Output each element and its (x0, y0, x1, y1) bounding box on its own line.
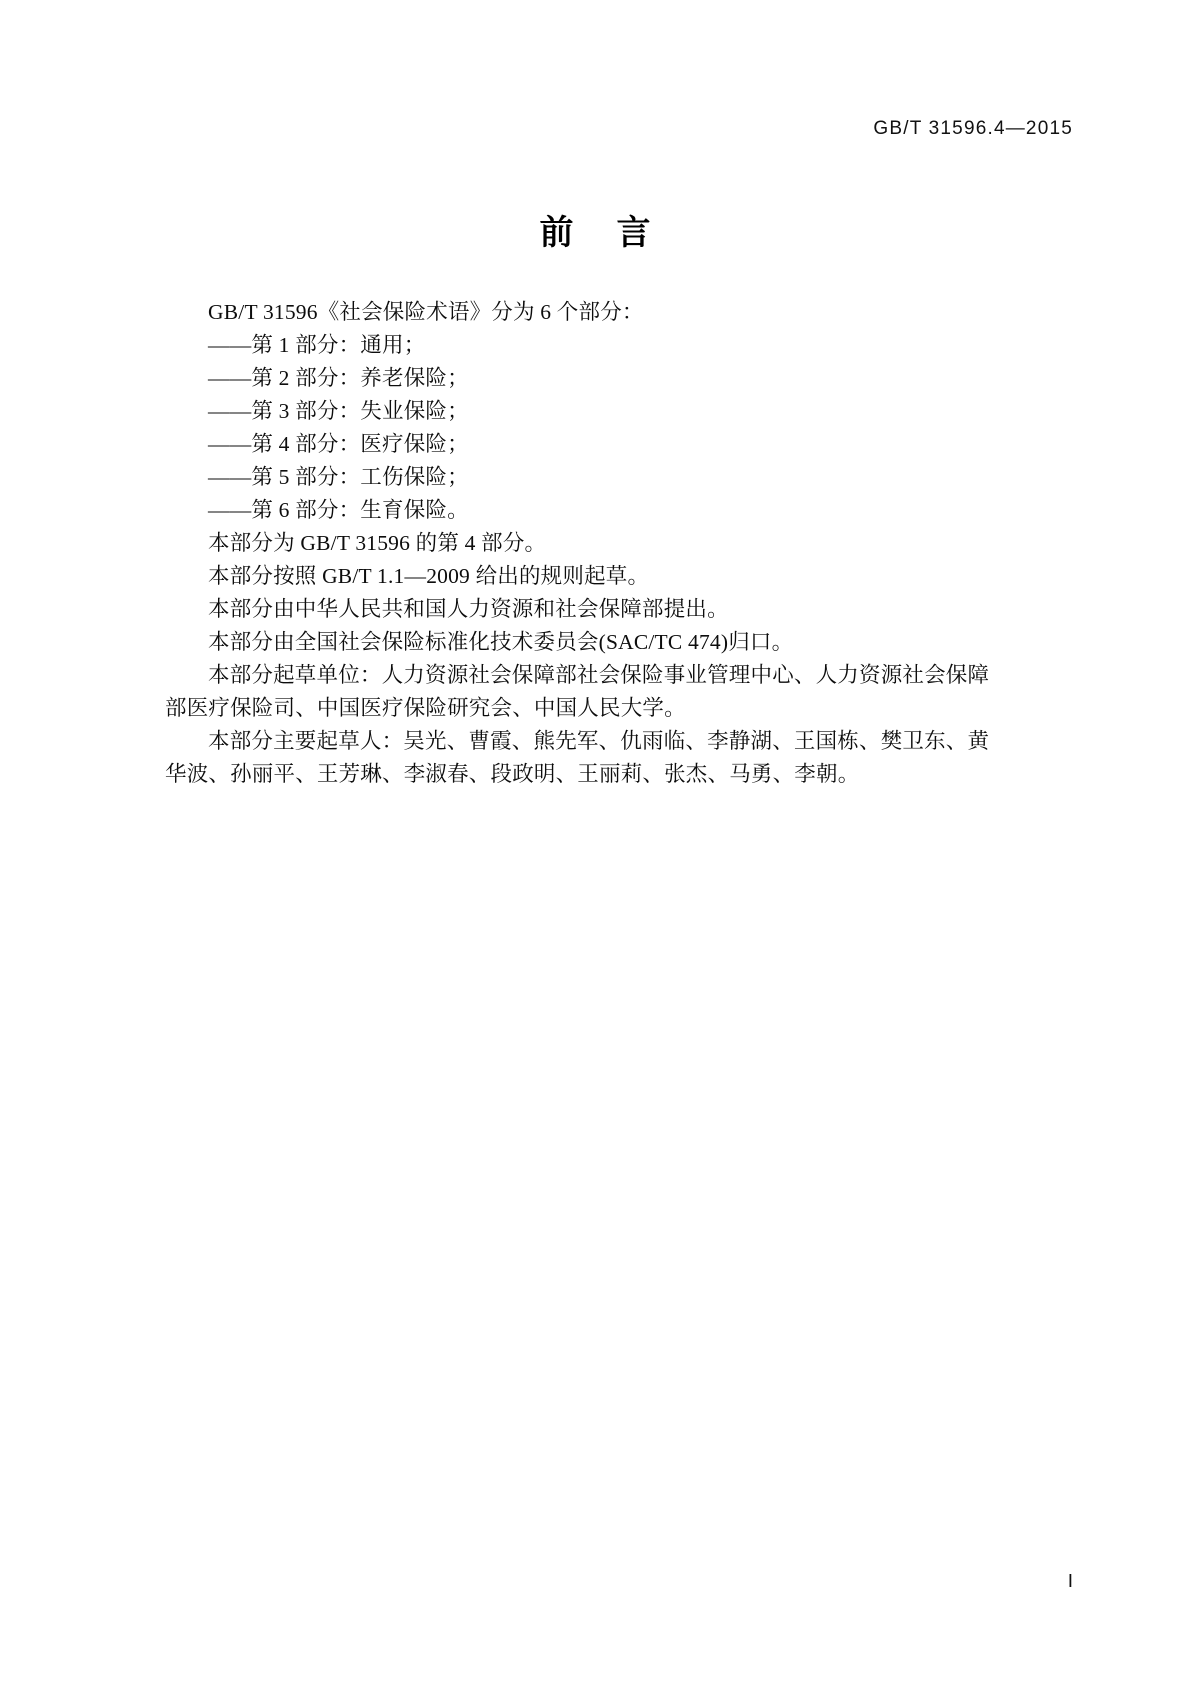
foreword-paragraph-5: 本部分起草单位：人力资源社会保障部社会保险事业管理中心、人力资源社会保障部医疗保险司、中国医疗保险研究会、中国人民大学。 (165, 663, 990, 720)
foreword-paragraph-3: 本部分由中华人民共和国人力资源和社会保障部提出。 (208, 597, 729, 621)
part-item-2: ——第 2 部分：养老保险； (208, 366, 469, 390)
part-item-6: ——第 6 部分：生育保险。 (208, 498, 469, 522)
title-char-2: 言 (616, 213, 652, 253)
standard-code-header: GB/T 31596.4—2015 (873, 118, 1073, 139)
part-item-1: ——第 1 部分：通用； (208, 333, 426, 357)
page-title (0, 205, 1191, 254)
part-item-5: ——第 5 部分：工伤保险； (208, 465, 469, 489)
foreword-paragraph-6: 本部分主要起草人：吴光、曹霞、熊先军、仇雨临、李静湖、王国栋、樊卫东、黄华波、孙丽平、王芳琳、李淑春、段政明、王丽莉、张杰、马勇、李朝。 (165, 729, 990, 786)
page-number: Ⅰ (1067, 1571, 1073, 1591)
title-char-1: 前 (539, 213, 575, 253)
foreword-paragraph-2: 本部分按照 GB/T 1.1—2009 给出的规则起草。 (208, 564, 650, 588)
foreword-paragraph-4: 本部分由全国社会保险标准化技术委员会(SAC/TC 474)归口。 (208, 630, 794, 654)
foreword-intro: GB/T 31596《社会保险术语》分为 6 个部分： (208, 300, 644, 324)
foreword-paragraph-1: 本部分为 GB/T 31596 的第 4 部分。 (208, 531, 547, 555)
part-item-4: ——第 4 部分：医疗保险； (208, 432, 469, 456)
part-item-3: ——第 3 部分：失业保险； (208, 399, 469, 423)
foreword-body (165, 296, 995, 791)
